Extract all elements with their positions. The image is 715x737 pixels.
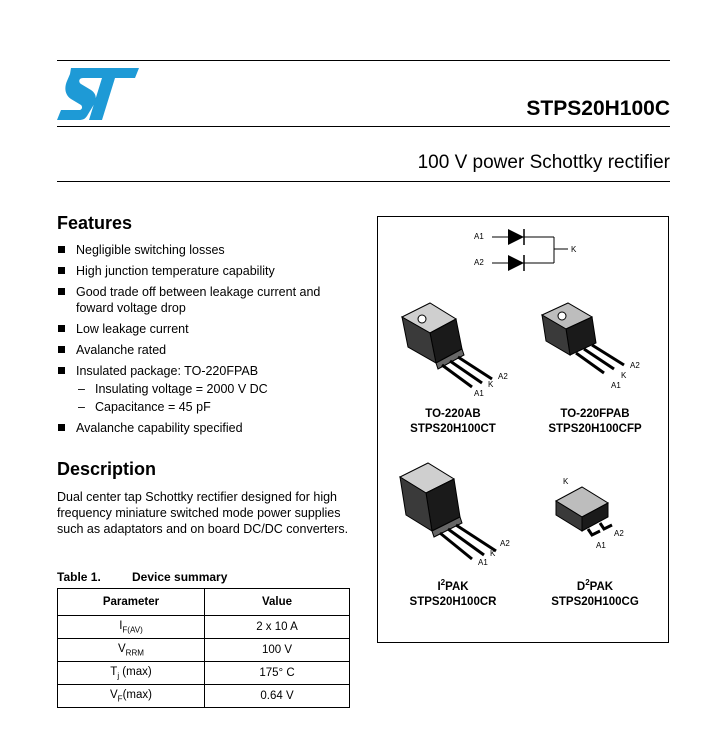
list-item: Good trade off between leakage current and foward voltage drop xyxy=(57,284,357,316)
value-cell: 175° C xyxy=(205,662,350,685)
pin-label: A2 xyxy=(498,372,508,381)
package-label-d2pak: $D^2PAK$ STPS20H100CG xyxy=(551,578,639,608)
list-item: Low leakage current xyxy=(57,321,357,337)
pin-label: A1 xyxy=(478,558,488,567)
list-item: Insulated package: TO-220FPAB – Insulating voltage = 2000 V DC – Capacitance = 45 pF xyxy=(57,363,357,415)
sub-list-item: – Insulating voltage = 2000 V DC xyxy=(78,382,268,396)
package-label-to220ab: TO-220AB STPS20H100CT xyxy=(410,408,496,435)
pin-label: A1 xyxy=(596,541,606,550)
to220fpab-package-image xyxy=(538,299,648,394)
table-row xyxy=(58,616,350,639)
column-header: Parameter xyxy=(58,589,205,616)
device-summary-table xyxy=(57,588,350,708)
list-item: Avalanche rated xyxy=(57,342,357,358)
param-cell: $V_{RRM}$ xyxy=(58,639,205,662)
list-item: High junction temperature capability xyxy=(57,263,357,279)
package-box xyxy=(377,216,669,643)
pin-label: K xyxy=(490,549,496,558)
table-row xyxy=(58,685,350,708)
value-cell: 2 x 10 A xyxy=(205,616,350,639)
page-subtitle: 100 V power Schottky rectifier xyxy=(417,152,670,173)
title-rule xyxy=(57,126,670,127)
pin-label: A2 xyxy=(500,539,510,548)
param-cell: $I_{F(AV)}$ xyxy=(58,616,205,639)
part-number-title: STPS20H100C xyxy=(526,97,670,120)
value-cell: 100 V xyxy=(205,639,350,662)
description-text: Dual center tap Schottky rectifier designed for high frequency miniature switched mode power supplies such as adaptators and on board DC/DC converters. xyxy=(57,490,349,536)
pin-label: A2 xyxy=(630,361,640,370)
to220ab-package-image xyxy=(400,299,510,394)
sub-list-item: – Capacitance = 45 pF xyxy=(78,400,211,414)
table-caption: Table 1. Device summary xyxy=(57,570,228,584)
param-cell: $V_F(\max)$ xyxy=(58,685,205,708)
column-header: Value xyxy=(205,589,350,616)
pin-label: K xyxy=(563,477,569,486)
schematic-k-label: K xyxy=(571,245,577,254)
value-cell: 0.64 V xyxy=(205,685,350,708)
pin-label: A2 xyxy=(614,529,624,538)
pin-label: A1 xyxy=(611,381,621,390)
param-cell: $T_j$ (max) xyxy=(58,662,205,685)
schematic-a2-label: A2 xyxy=(474,258,484,267)
top-rule xyxy=(57,60,670,61)
table-header-row xyxy=(58,589,350,616)
subtitle-rule xyxy=(57,181,670,182)
pin-label: K xyxy=(488,380,494,389)
package-label-to220fpab: TO-220FPAB STPS20H100CFP xyxy=(548,408,642,435)
d2pak-package-image xyxy=(548,483,638,543)
list-item: Avalanche capability specified xyxy=(57,420,357,436)
schematic-a1-label: A1 xyxy=(474,232,484,241)
st-logo xyxy=(57,68,139,120)
list-item: Negligible switching losses xyxy=(57,242,357,258)
description-heading: Description xyxy=(57,459,157,479)
package-label-i2pak: $I^2PAK$ STPS20H100CR xyxy=(409,578,497,608)
table-row xyxy=(58,662,350,685)
pin-label: K xyxy=(621,371,627,380)
diode-schematic xyxy=(486,227,576,273)
table-row xyxy=(58,639,350,662)
features-list xyxy=(57,242,357,441)
pin-label: A1 xyxy=(474,389,484,398)
features-heading: Features xyxy=(57,213,133,233)
